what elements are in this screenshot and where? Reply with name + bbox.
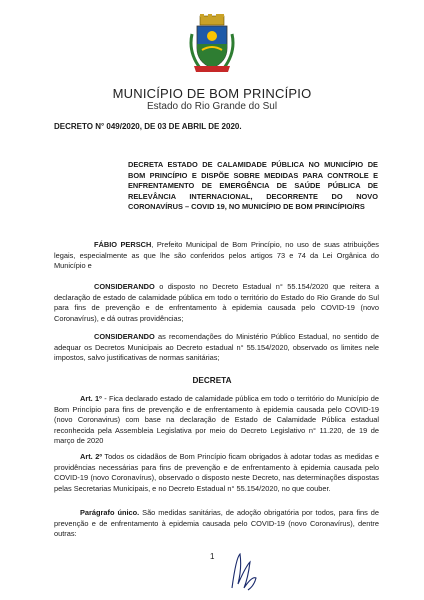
page-number: 1 — [210, 552, 215, 561]
paragrafo-unico-paragraph — [54, 508, 379, 540]
decree-title: DECRETO N° 049/2020, DE 03 DE ABRIL DE 2020. — [54, 122, 242, 131]
mayor-name: FÁBIO PERSCH — [94, 240, 152, 249]
considerando-paragraph-2 — [54, 332, 379, 364]
paragrafo-unico-label: Parágrafo único. — [80, 508, 140, 517]
article-2-label: Art. 2º — [80, 452, 103, 461]
decree-summary: DECRETA ESTADO DE CALAMIDADE PÚBLICA NO MUNICÍPIO DE BOM PRINCÍPIO E DISPÕE SOBRE MEDIDAS PARA CONTROLE E ENFRENTAMENTO DE EMERGÊNCIA DE SAÚDE PÚBLICA DE RELEVÂNCIA INTERNACIONAL, DECORRENTE DO NOVO CORONAVÍRUS – COVID 19, NO MUNICÍPIO DE BOM PRINCÍPIO/RS — [128, 160, 378, 212]
considerando-paragraph-1 — [54, 282, 379, 324]
considerando-text-1: o disposto no Decreto Estadual n° 55.154/2020 que reitera a declaração de estado de calamidade pública em todo o território do Estado do Rio Grande do Sul para fins de prevenção e de enfrentamento à epidemia causada pelo COVID-19 (novo Coronavírus), e dá outras providências; — [54, 282, 379, 323]
preamble-text: , Prefeito Municipal de Bom Princípio, no uso de suas atribuições legais, especialmente as que lhe são conferidos pelos artigos 73 e 74 da Lei Orgânica do Município e — [54, 240, 379, 271]
article-2-paragraph — [54, 452, 379, 494]
state-name: Estado do Rio Grande do Sul — [146, 101, 278, 112]
article-1-paragraph — [54, 394, 379, 447]
paragrafo-unico-text: São medidas sanitárias, de adoção obrigatória por todos, para fins de prevenção e de enfrentamento à epidemia causada pelo COVID-19 (novo Coronavírus), dentre outras: — [54, 508, 379, 539]
municipal-coat-of-arms-icon — [188, 14, 236, 76]
handwritten-signature-icon — [226, 548, 262, 594]
preamble-paragraph — [54, 240, 379, 272]
article-2-text: Todos os cidadãos de Bom Princípio ficam obrigados à adotar todas as medidas e providências necessárias para fins de prevenção e de enfrentamento à epidemia causada pelo COVID-19 (novo Coronavírus), observado o disposto neste Decreto, nas determinações dispostas pelas Secretarias Municipais, e no Decreto Estadual n° 55.154/2020, no que couber. — [54, 452, 380, 493]
considerando-label-2: CONSIDERANDO — [94, 332, 155, 341]
considerando-label-1: CONSIDERANDO — [94, 282, 155, 291]
article-1-label: Art. 1º — [80, 394, 102, 403]
considerando-text-2: as recomendações do Ministério Público Estadual, no sentido de adequar os Decretos Municipais ao Decreto estadual n° 55.154/2020, observado os limites nele impostos, salvo justificativas de normas sanitárias; — [54, 332, 379, 363]
article-1-text: - Fica declarado estado de calamidade pública em todo o território do Município de Bom Princípio para fins de prevenção e de enfrentamento à epidemia causada pelo COVID-19 (novo Coronavirus) com base na declaração de Estado de Calamidade Pública estadual reconhecida pela Assembleia Legislativa por meio do Decreto Legislativo n° 11.220, de 19 de março de 2020 — [54, 394, 379, 446]
municipality-name: MUNICÍPIO DE BOM PRINCÍPIO — [112, 86, 312, 101]
decreta-heading: DECRETA — [192, 376, 232, 385]
